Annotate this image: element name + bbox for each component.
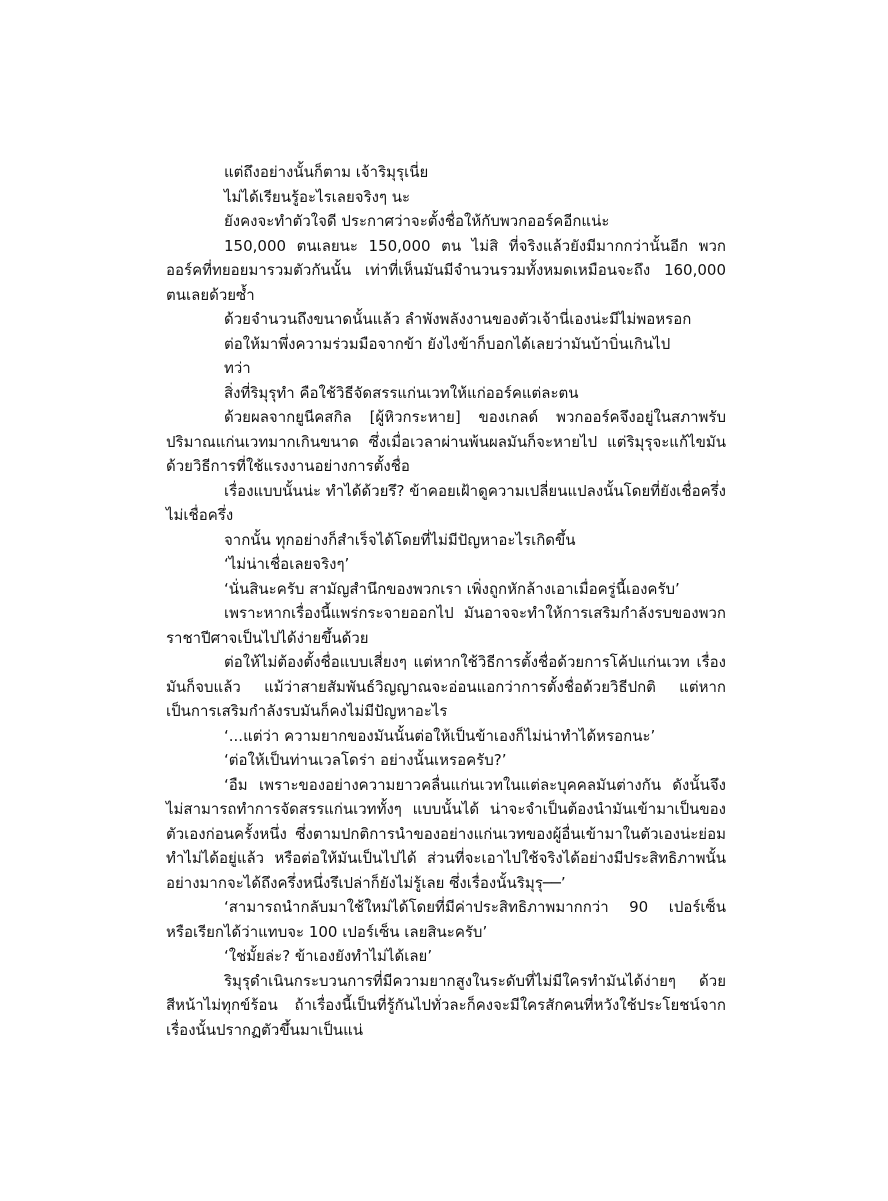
paragraph-7: ทว่า <box>224 359 251 377</box>
paragraph-12: ‘ไม่น่าเชื่อเลยจริงๆ’ <box>224 555 350 573</box>
novel-text <box>166 160 726 1042</box>
paragraph-14: เพราะหากเรื่องนี้แพร่กระจายออกไป มันอาจจะทำให้การเสริมกำลังรบของพวกราชาปีศาจเป็นไปได้ง่ายขึ้นด้วย <box>166 604 726 647</box>
paragraph-15: ต่อให้ไม่ต้องตั้งชื่อแบบเสี่ยงๆ แต่หากใช้วิธีการตั้งชื่อด้วยการโค้ปแก่นเวท เรื่องมันก็จบแล้ว แม้ว่าสายสัมพันธ์วิญญาณจะอ่อนแอกว่าการตั้งชื่อด้วยวิธีปกติ แต่หากเป็นการเสริมกำลังรบมันก็คงไม่มีปัญหาอะไร <box>166 653 726 720</box>
paragraph-16: ‘...แต่ว่า ความยากของมันนั้นต่อให้เป็นข้าเองก็ไม่น่าทำได้หรอกนะ’ <box>224 726 656 745</box>
paragraph-10: เรื่องแบบนั้นน่ะ ทำได้ด้วยรึ? ข้าคอยเฝ้าดูความเปลี่ยนแปลงนั้นโดยที่ยังเชื่อครึ่งไม่เชื่อครึ่ง <box>166 481 726 524</box>
paragraph-2: ไม่ได้เรียนรู้อะไรเลยจริงๆ นะ <box>224 187 411 206</box>
paragraph-5: ด้วยจำนวนถึงขนาดนั้นแล้ว ลำพังพลังงานของตัวเจ้านี่เองน่ะมีไม่พอหรอก <box>224 310 692 328</box>
paragraph-17: ‘ต่อให้เป็นท่านเวลโดร่า อย่างนั้นเหรอครับ?’ <box>224 751 507 769</box>
paragraph-19: ‘สามารถนำกลับมาใช้ใหม่ได้โดยที่มีค่าประสิทธิภาพมากกว่า 90 เปอร์เซ็น หรือเรียกได้ว่าแทบจะ 100 เปอร์เซ็น เลยสินะครับ’ <box>166 898 726 941</box>
paragraph-4: 150,000 ตนเลยนะ 150,000 ตน ไม่สิ ที่จริงแล้วยังมีมากกว่านั้นอีก พวกออร์คที่ทยอยมารวมตัวกันนั้น เท่าที่เห็นมันมีจำนวนรวมทั้งหมดเหมือนจะถึง 160,000 ตนเลยด้วยซ้ำ <box>166 236 726 304</box>
paragraph-20: ‘ใช่มั้ยล่ะ? ข้าเองยังทำไม่ได้เลย’ <box>224 947 433 965</box>
paragraph-1: แต่ถึงอย่างนั้นก็ตาม เจ้าริมุรุเนี่ย <box>224 163 429 181</box>
paragraph-9: ด้วยผลจากยูนีคสกิล [ผู้หิวกระหาย] ของเกลด์ พวกออร์คจึงอยู่ในสภาพรับปริมาณแก่นเวทมากเกินขนาด ซึ่งเมื่อเวลาผ่านพ้นผลมันก็จะหายไป แต่ริมุรุจะแก้ไขมันด้วยวิธีการที่ใช้แรงงานอย่างการตั้งชื่อ <box>166 408 726 475</box>
paragraph-18: ‘อืม เพราะของอย่างความยาวคลื่นแก่นเวทในแต่ละบุคคลมันต่างกัน ดังนั้นจึงไม่สามารถทำการจัดสรรแก่นเวททั้งๆ แบบนั้นได้ น่าจะจำเป็นต้องนำมันเข้ามาเป็นของตัวเองก่อนครั้งหนึ่ง ซึ่งตามปกติการนำของอย่างแก่นเวทของผู้อื่นเข้ามาในตัวเองน่ะย่อมทำไม่ได้อยู่แล้ว หรือต่อให้มันเป็นไปได้ ส่วนที่จะเอาไปใช้จริงได้อย่างมีประสิทธิภาพนั้นอย่างมากจะได้ถึงครึ่งหนึ่งรึเปล่าก็ยังไม่รู้เลย ซึ่งเรื่องนั้นริมุรุ──’ <box>166 775 726 892</box>
paragraph-3: ยังคงจะทำตัวใจดี ประกาศว่าจะตั้งชื่อให้กับพวกออร์คอีกแน่ะ <box>224 212 610 230</box>
paragraph-8: สิ่งที่ริมุรุทำ คือใช้วิธีจัดสรรแก่นเวทให้แก่ออร์คแต่ละตน <box>224 383 579 402</box>
paragraph-13: ‘นั่นสินะครับ สามัญสำนึกของพวกเรา เพิ่งถูกหักล้างเอาเมื่อครู่นี้เองครับ’ <box>224 579 680 598</box>
paragraph-11: จากนั้น ทุกอย่างก็สำเร็จได้โดยที่ไม่มีปัญหาอะไรเกิดขึ้น <box>224 530 576 549</box>
paragraph-6: ต่อให้มาพึ่งความร่วมมือจากข้า ยังไงข้าก็บอกได้เลยว่ามันบ้าบิ่นเกินไป <box>224 334 671 353</box>
paragraph-21: ริมุรุดำเนินกระบวนการที่มีความยากสูงในระดับที่ไม่มีใครทำมันได้ง่ายๆ ด้วยสีหน้าไม่ทุกข์ร้อน ถ้าเรื่องนี้เป็นที่รู้กันไปทั่วละก็คงจะมีใครสักคนที่หวังใช้ประโยชน์จากเรื่องนั้นปรากฏตัวขึ้นมาเป็นแน่ <box>166 971 726 1039</box>
